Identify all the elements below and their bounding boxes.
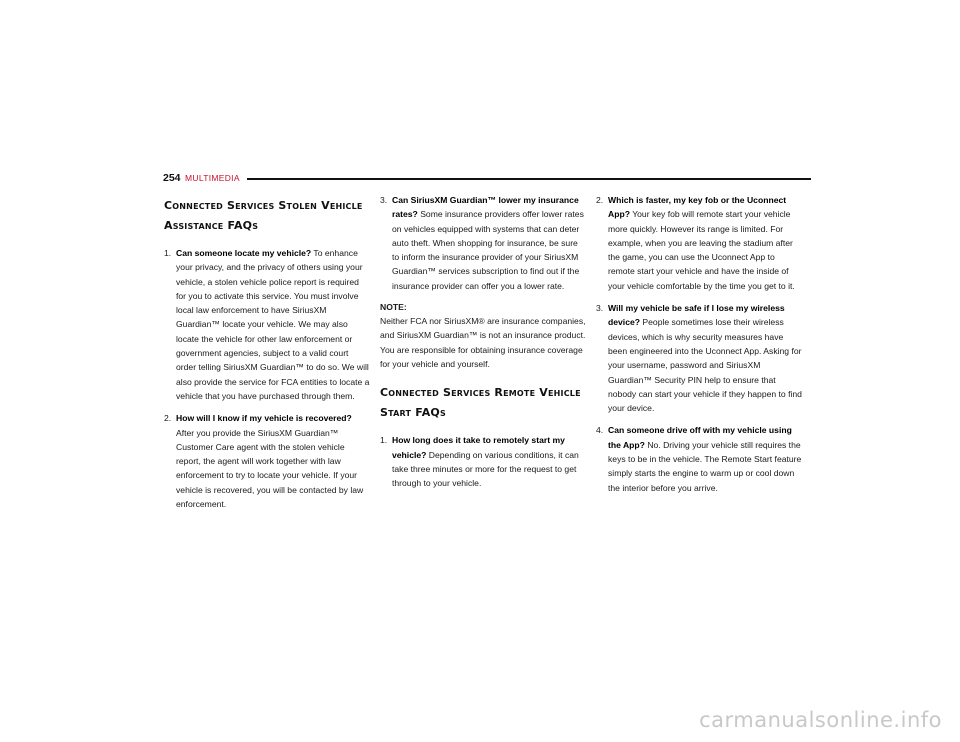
faq-answer: After you provide the SiriusXM Guardian™ Customer Care agent with the stolen vehicle report, the agent will work together with law enforcement to try to locate your vehicle. If your vehicle is recovered, you will be contacted by law enforcement.: [176, 427, 364, 510]
faq-item: [164, 411, 370, 511]
faq-item: [380, 193, 586, 293]
faq-number: 1.: [380, 435, 388, 446]
faq-item: [596, 193, 802, 293]
faq-item: [380, 433, 586, 490]
remote-start-title-line1: Connected Services Remote Vehicle: [380, 386, 581, 400]
stolen-vehicle-title: [164, 196, 370, 236]
note-label: NOTE:: [380, 302, 407, 313]
remote-start-title: [380, 383, 586, 423]
stolen-vehicle-title-line2: Assistance FAQs: [164, 219, 259, 232]
faq-number: 1.: [164, 248, 172, 258]
column-1: [164, 196, 370, 519]
faq-number: 2.: [596, 195, 604, 205]
faq-answer: People sometimes lose their wireless devices, which is why security measures have been engineered into the Uconnect App. Asking for your username, password and SiriusXM Guardian™ Security PIN help to ensure that nobody can start your vehicle if they happen to find your device.: [608, 317, 802, 414]
faq-number: 2.: [164, 413, 172, 424]
faq-number: 4.: [596, 425, 604, 436]
remote-start-faq-list: [380, 433, 586, 490]
faq-answer: Some insurance providers offer lower rates on vehicles equipped with systems that can deter auto theft. When shopping for insurance, be sure to inform the insurance provider of your SiriusXM Guardian™ services subscription to find out if the insurance provider can offer you a lower rate.: [392, 209, 584, 291]
faq-item: [596, 301, 802, 415]
stolen-vehicle-faq-list-continued: [380, 193, 586, 293]
faq-question: Which is faster, my key fob or the Uconnect App?: [608, 195, 787, 220]
faq-question: Can SiriusXM Guardian™ lower my insurance rates?: [392, 195, 579, 220]
faq-question: Will my vehicle be safe if I lose my wireless device?: [608, 303, 785, 328]
faq-answer: Depending on various conditions, it can take three minutes or more for the request to get through to your vehicle.: [392, 449, 579, 489]
faq-question: How will I know if my vehicle is recovered?: [176, 413, 352, 424]
column-3: [596, 193, 802, 503]
faq-item: [596, 423, 802, 494]
note-text: Neither FCA nor SiriusXM® are insurance companies, and SiriusXM Guardian™ is not an insurance product. You are responsible for obtaining insurance coverage for your vehicle and yourself.: [380, 316, 586, 369]
faq-answer: Your key fob will remote start your vehicle more quickly. However its range is limited. For example, when you are leaving the stadium after the game, you can use the Uconnect App to remote start your vehicle and have the inside of your vehicle comfortable by the time you get to it.: [608, 209, 795, 291]
faq-answer: No. Driving your vehicle still requires the keys to be in the vehicle. The Remote Start feature simply starts the engine to warm up or cool down the interior before you arrive.: [608, 439, 802, 493]
faq-answer: To enhance your privacy, and the privacy of others using your vehicle, a stolen vehicle police report is required for you to activate this service. You must involve local law enforcement to have SiriusXM Guardian™ locate your vehicle. We may also locate the vehicle for other law enforcement or government agencies, subject to a valid court order telling SiriusXM Guardian™ to do so. We will also provide the service for FCA entities to locate a vehicle that you have purchased through them.: [176, 248, 370, 401]
page-number: 254: [163, 172, 181, 184]
faq-question: Can someone locate my vehicle?: [176, 248, 312, 258]
page-header: [163, 172, 809, 186]
column-2: [380, 193, 586, 498]
faq-number: 3.: [380, 195, 388, 205]
remote-start-faq-list-continued: [596, 193, 802, 495]
faq-question: Can someone drive off with my vehicle using the App?: [608, 425, 792, 450]
faq-number: 3.: [596, 303, 604, 314]
faq-item: [164, 246, 370, 403]
stolen-vehicle-faq-list: [164, 246, 370, 511]
header-rule: [247, 178, 811, 180]
faq-question: How long does it take to remotely start my vehicle?: [392, 435, 565, 460]
section-name: MULTIMEDIA: [185, 173, 240, 183]
watermark-text: carmanualsonline.info: [699, 708, 942, 732]
stolen-vehicle-title-line1: Connected Services Stolen Vehicle: [164, 199, 363, 212]
remote-start-title-line2: Start FAQs: [380, 406, 446, 420]
